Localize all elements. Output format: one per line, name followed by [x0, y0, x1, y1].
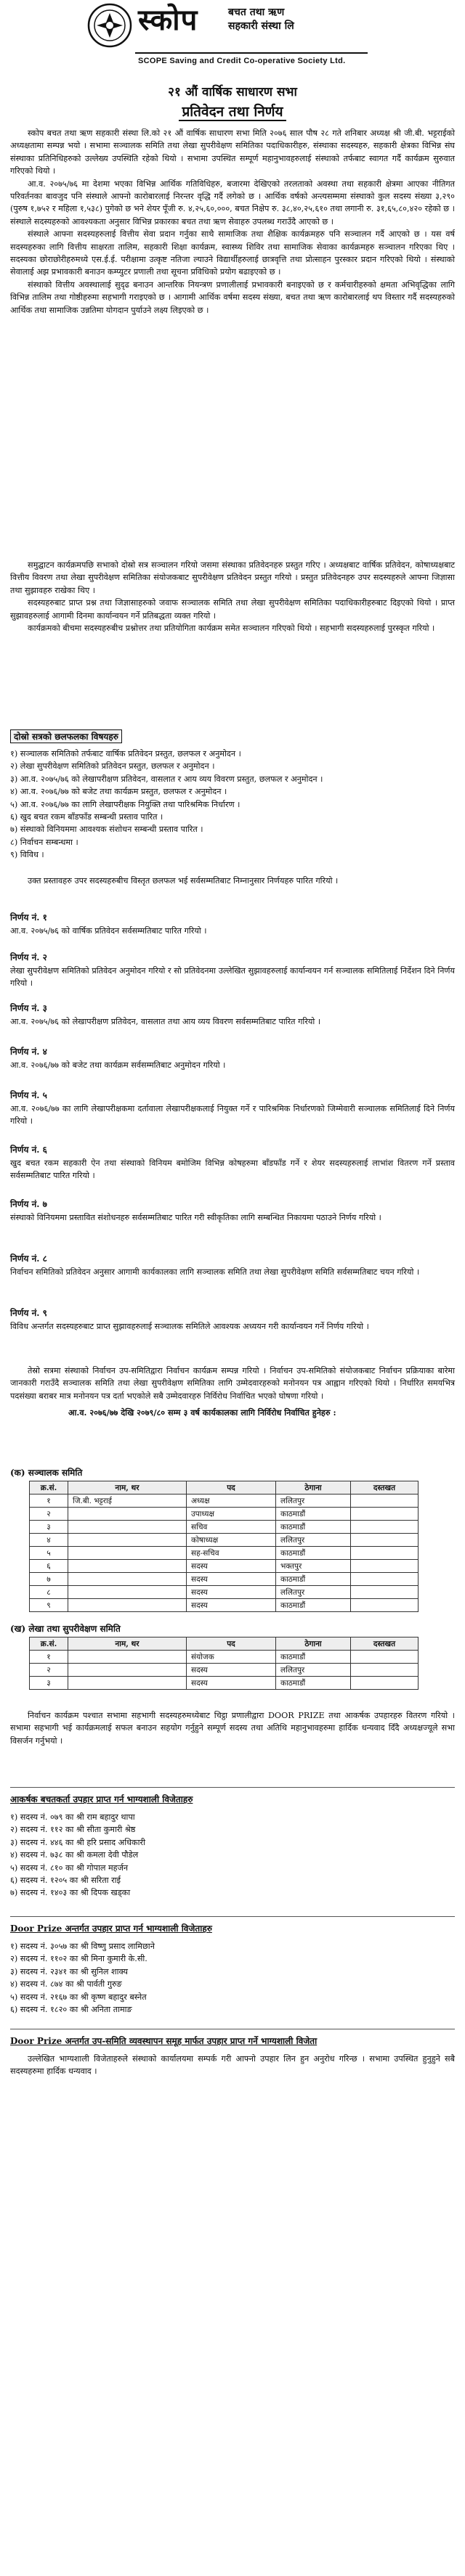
decisions-intro-text: उक्त प्रस्तावहरु उपर सदस्यहरुबीच विस्तृत छलफल भई सर्वसम्मतिबाट निम्नानुसार निर्णयहरु पारित गरियो । [28, 876, 339, 886]
winner-item: ३) सदस्य नं. ४४६ का श्री हरि प्रसाद अधिकारी [10, 1837, 145, 1847]
signature-cell [351, 1651, 418, 1664]
column-header: नाम, थर [68, 1637, 187, 1651]
table-header-row [30, 1637, 418, 1651]
signature-cell [351, 1508, 418, 1521]
decision-label: निर्णय नं. ९ [10, 1308, 47, 1318]
table-cell [68, 1599, 187, 1612]
signature-cell [351, 1586, 418, 1599]
english-name: SCOPE Saving and Credit Co-operative Society Ltd. [138, 57, 346, 65]
decision-text: खुद बचत रकम सहकारी ऐन तथा संस्थाको विनियम बमोजिम विभिन्न कोषहरुमा बाँडफाँड गर्ने र शेयर सदस्यहरुलाई लाभांश वितरण गर्ने प्रस्ताव सर्वसम्मतिबाट पारित गरियो । [10, 1158, 455, 1181]
document-subtitle-text: प्रतिवेदन तथा निर्णय [179, 104, 286, 121]
table-cell: संयोजक [187, 1651, 276, 1664]
agenda-list [10, 748, 455, 862]
signature-cell [351, 1573, 418, 1586]
column-header: पद [187, 1481, 276, 1495]
agenda-item: २) लेखा सुपरीवेक्षण समितिको प्रतिवेदन प्रस्तुत, छलफल र अनुमोदन । [10, 761, 215, 772]
decision-text: लेखा सुपरीवेक्षण समितिको प्रतिवेदन अनुमोदन गरियो र सो प्रतिवेदनमा उल्लेखित सुझावहरुलाई कार्यान्वयन गर्न सञ्चालक समितिलाई निर्देशन दिने निर्णय गरियो । [10, 966, 455, 989]
column-header: ठेगाना [276, 1481, 351, 1495]
decision-text: आ.व. २०७६/७७ को बजेट तथा कार्यक्रम सर्वसम्मतिबाट अनुमोदन गरियो । [10, 1060, 226, 1070]
document-title: २१ औं वार्षिक साधारण सभा [168, 85, 297, 99]
group-prize-text: उल्लेखित भाग्यशाली विजेताहरुले संस्थाको कार्यालयमा सम्पर्क गरी आफ्नो उपहार लिन हुन अनुरोध गरिन्छ । सभामा उपस्थित हुनुहुने सबै सदस्यहरुमा हार्दिक धन्यवाद । [10, 2054, 455, 2077]
table-cell: १ [30, 1651, 68, 1664]
table-cell: ७ [30, 1573, 68, 1586]
door-prize-heading: Door Prize अन्तर्गत उपहार प्राप्त गर्न भाग्यशाली विजेताहरु [10, 1923, 212, 1934]
signature-cell [351, 1664, 418, 1677]
signature-cell [351, 1599, 418, 1612]
session-paragraph: कार्यक्रमको बीचमा सदस्यहरुबीच प्रश्नोत्तर तथा प्रतियोगिता कार्यक्रम समेत सञ्चालन गरिएको थियो । सहभागी सदस्यहरुलाई पुरस्कृत गरियो । [28, 623, 435, 634]
table-row [30, 1651, 418, 1664]
table-cell: सदस्य [187, 1560, 276, 1573]
document-subtitle [0, 102, 465, 120]
table-row [30, 1677, 418, 1690]
table-cell: सह-सचिव [187, 1547, 276, 1560]
agenda-item: ६) खुद बचत रकम बाँडफाँड सम्बन्धी प्रस्ताव पारित । [10, 812, 163, 822]
agenda-item: ३) आ.व. २०७५/७६ को लेखापरीक्षण प्रतिवेदन, वासलात र आय व्यय विवरण प्रस्तुत, छलफल र अनुमोदन । [10, 774, 323, 784]
audit-committee-heading: (ख) लेखा तथा सुपरीवेक्षण समिति [10, 1624, 121, 1634]
table-cell: सदस्य [187, 1664, 276, 1677]
table-cell: २ [30, 1664, 68, 1677]
session-section [10, 559, 455, 634]
table-cell: ३ [30, 1521, 68, 1534]
table-cell [68, 1573, 187, 1586]
column-header: क्र.सं. [30, 1637, 68, 1651]
session-paragraph: समुद्घाटन कार्यक्रमपछि सभाको दोस्रो सत्र सञ्चालन गरियो जसमा संस्थाका प्रतिवेदनहरु प्रस्तुत गरिए । अध्यक्षबाट वार्षिक प्रतिवेदन, कोषाध्यक्षबाट वित्तीय विवरण तथा लेखा सुपरीवेक्षण समितिका संयोजकबाट सुपरीवेक्षण प्रतिवेदन प्रस्तुत गरियो । प्रस्तुत प्रतिवेदनहरु उपर सदस्यहरुले आफ्ना जिज्ञासा तथा सुझावहरु राखेका थिए । [10, 560, 455, 595]
decision-text: आ.व. २०७५/७६ को वार्षिक प्रतिवेदन सर्वसम्मतिबाट पारित गरियो । [10, 926, 207, 936]
table-cell: काठमाडौं [276, 1521, 351, 1534]
table-cell: सदस्य [187, 1573, 276, 1586]
table-cell: जि.बी. भट्टराई [68, 1495, 187, 1508]
section-divider [10, 1787, 455, 1788]
board-committee-table [29, 1481, 418, 1612]
signature-cell [351, 1521, 418, 1534]
winner-item: ३) सदस्य नं. २३४१ का श्री सुनिल शाक्य [10, 1966, 128, 1976]
table-cell: ललितपुर [276, 1586, 351, 1599]
table-header-row [30, 1481, 418, 1495]
column-header: क्र.सं. [30, 1481, 68, 1495]
signature-cell [351, 1495, 418, 1508]
winner-item: ५) सदस्य नं. २१६७ का श्री कृष्ण बहादुर बस्नेत [10, 1992, 147, 2002]
agenda-item: ४) आ.व. २०७६/७७ को बजेट तथा कार्यक्रम प्रस्तुत, छलफल र अनुमोदन । [10, 787, 227, 797]
prize-intro-text: निर्वाचन कार्यक्रम पश्चात सभामा सहभागी सदस्यहरुमध्येबाट चिट्ठा प्रणालीद्वारा DOOR PRIZE तथा आकर्षक उपहारहरु वितरण गरियो । सभामा सहभागी भई कार्यक्रमलाई सफल बनाउन सहयोग गर्नुहुने सम्पूर्ण सदस्य तथा अतिथि महानुभावहरुमा हार्दिक धन्यवाद दिँदै अध्यक्षज्यूले सभा विसर्जन गर्नुभयो । [10, 1711, 455, 1746]
cooperative-logo-icon [87, 3, 132, 48]
table-cell: उपाध्यक्ष [187, 1508, 276, 1521]
decision-label: निर्णय नं. २ [10, 952, 47, 962]
door-prize-list [10, 1940, 455, 2016]
intro-paragraph: आ.व. २०७५/७६ मा देशमा भएका विभिन्न आर्थिक गतिविधिहरु, बजारमा देखिएको तरलताको अवस्था तथा सहकारी क्षेत्रमा आएका नीतिगत परिवर्तनका बावजुद पनि संस्थाले आफ्नो कारोबारलाई निरन्तर वृद्धि गर्दै लगेको छ । आर्थिक वर्षको अन्त्यसम्ममा संस्थाको कुल सदस्य संख्या ३,२९० (पुरुष १,७५२ र महिला १,५३८) पुगेको छ भने शेयर पूँजी रु. ४,२५,६०,०००, बचत निक्षेप रु. ३८,४०,२५,६१० तथा लगानी रु. ३१,६५,८०,४२० रहेको छ । संस्थाले सदस्यहरुको आवश्यकता अनुसार विभिन्न प्रकारका बचत तथा ऋण सेवाहरु उपलब्ध गराउँदै आएको छ । [10, 179, 455, 226]
decision-label: निर्णय नं. १ [10, 912, 47, 923]
table-cell: १ [30, 1495, 68, 1508]
table-cell: ६ [30, 1560, 68, 1573]
column-header: ठेगाना [276, 1637, 351, 1651]
decision-label: निर्णय नं. ८ [10, 1254, 47, 1264]
table-row [30, 1560, 418, 1573]
intro-paragraph: स्कोप बचत तथा ऋण सहकारी संस्था लि.को २१ औं वार्षिक साधारण सभा मिति २०७६ साल पौष २८ गते शनिबार अध्यक्ष श्री जी.बी. भट्टराईको अध्यक्षतामा सम्पन्न भयो । सभामा सञ्चालक समिति तथा लेखा सुपरीवेक्षण समितिका पदाधिकारीहरु, संस्थाका सदस्यहरु, सहकारी क्षेत्रका विभिन्न संघ संस्थाका प्रतिनिधिहरुको उल्लेख्य उपस्थिति रहेको थियो । सभामा उपस्थित सम्पूर्ण महानुभावहरुलाई संस्थाको तर्फबाट स्वागत गर्दै कार्यक्रम सुरुवात गरिएको थियो । [10, 128, 455, 176]
group-prize-section [10, 2053, 455, 2078]
table-row [30, 1664, 418, 1677]
winner-item: ४) सदस्य नं. ८७४ का श्री पार्वती गुरुङ [10, 1979, 122, 1990]
session-paragraph: सदस्यहरुबाट प्राप्त प्रश्न तथा जिज्ञासाहरुको जवाफ सञ्चालक समिति तथा लेखा सुपरीवेक्षण समितिका पदाधिकारीहरुबाट दिइएको थियो । प्राप्त सुझावहरुलाई आगामी दिनमा कार्यान्वयन गर्ने प्रतिबद्धता व्यक्त गरियो । [10, 598, 455, 621]
brand-tagline-line-1: बचत तथा ऋण [228, 7, 285, 18]
table-cell: २ [30, 1508, 68, 1521]
table-cell: काठमाडौं [276, 1599, 351, 1612]
winner-item: ४) सदस्य नं. ७३८ का श्री कमला देवी पौडेल [10, 1850, 139, 1860]
table-cell [68, 1521, 187, 1534]
section-divider [10, 1916, 455, 1917]
table-cell [68, 1534, 187, 1547]
table-row [30, 1586, 418, 1599]
table-cell: ८ [30, 1586, 68, 1599]
table-cell: काठमाडौं [276, 1547, 351, 1560]
agenda-item: ८) निर्वाचन सम्बन्धमा । [10, 837, 78, 847]
decisions-intro [10, 875, 455, 887]
saving-prize-heading: आकर्षक बचतकर्ता उपहार प्राप्त गर्न भाग्यशाली विजेताहरु [10, 1794, 193, 1804]
table-cell: अध्यक्ष [187, 1495, 276, 1508]
table-cell: काठमाडौं [276, 1651, 351, 1664]
table-row [30, 1495, 418, 1508]
winner-item: ७) सदस्य नं. १४०३ का श्री दिपक खड्का [10, 1888, 131, 1898]
table-cell: सदस्य [187, 1599, 276, 1612]
agenda-item: १) सञ्चालक समितिको तर्फबाट वार्षिक प्रतिवेदन प्रस्तुत, छलफल र अनुमोदन । [10, 749, 241, 759]
winner-item: १) सदस्य नं. ०७९ का श्री राम बहादुर थापा [10, 1812, 135, 1822]
table-row [30, 1521, 418, 1534]
decision-label: निर्णय नं. ५ [10, 1090, 47, 1100]
agenda-heading: दोस्रो सत्रको छलफलका विषयहरु [10, 729, 122, 743]
brand-tagline [228, 6, 294, 33]
table-cell: ९ [30, 1599, 68, 1612]
header-rule [135, 52, 368, 54]
intro-section [10, 127, 455, 316]
table-cell [68, 1677, 187, 1690]
table-cell: भक्तपुर [276, 1560, 351, 1573]
decision-label: निर्णय नं. ४ [10, 1047, 47, 1057]
table-cell: सचिव [187, 1521, 276, 1534]
winner-item: ६) सदस्य नं. १८२० का श्री अनिता तामाङ [10, 2005, 132, 2015]
signature-cell [351, 1534, 418, 1547]
signature-cell [351, 1547, 418, 1560]
winner-item: ५) सदस्य नं. ८१० का श्री गोपाल महर्जन [10, 1863, 129, 1873]
election-section [10, 1365, 455, 1420]
winner-item: ६) सदस्य नं. १२०५ का श्री सरिता राई [10, 1876, 121, 1886]
decision-label: निर्णय नं. ६ [10, 1145, 47, 1155]
table-cell: ५ [30, 1547, 68, 1560]
table-cell: काठमाडौं [276, 1573, 351, 1586]
table-row [30, 1599, 418, 1612]
table-row [30, 1547, 418, 1560]
agenda-item: ७) संस्थाको विनियममा आवश्यक संशोधन सम्बन्धी प्रस्ताव पारित । [10, 825, 203, 835]
table-row [30, 1573, 418, 1586]
table-cell: ललितपुर [276, 1534, 351, 1547]
table-cell [68, 1586, 187, 1599]
column-header: नाम, थर [68, 1481, 187, 1495]
prize-intro [10, 1709, 455, 1747]
table-cell: कोषाध्यक्ष [187, 1534, 276, 1547]
decision-text: आ.व. २०७५/७६ को लेखापरीक्षण प्रतिवेदन, वासलात तथा आय व्यय विवरण सर्वसम्मतिबाट पारित गरियो । [10, 1017, 321, 1026]
table-cell: सदस्य [187, 1586, 276, 1599]
winner-item: २) सदस्य नं. ११०२ का श्री मिना कुमारी के.सी. [10, 1954, 147, 1964]
signature-cell [351, 1677, 418, 1690]
intro-paragraph: संस्थाले आफ्ना सदस्यहरुलाई वित्तीय सेवा प्रदान गर्नुका साथै सामाजिक तथा शैक्षिक कार्यक्रमहरु पनि सञ्चालन गर्दै आएको छ । यस वर्ष सदस्यहरुका लागि वित्तीय साक्षरता तालिम, सहकारी शिक्षा कार्यक्रम, स्वास्थ्य शिविर तथा सामाजिक सेवाका कार्यक्रमहरु सञ्चालन गरिएका थिए । सदस्यका छोराछोरीहरुमध्ये एस.ई.ई. परीक्षामा उत्कृष्ट नतिजा ल्याउने विद्यार्थीहरुलाई छात्रवृत्ति तथा प्रोत्साहन पुरस्कार प्रदान गरिएको थियो । संस्थाको सेवालाई अझ प्रभावकारी बनाउन कम्प्युटर प्रणाली तथा सूचना प्रविधिको प्रयोग बढाइएको छ । [10, 229, 455, 277]
table-cell: काठमाडौं [276, 1508, 351, 1521]
table-row [30, 1508, 418, 1521]
decision-text: विविध अन्तर्गत सदस्यहरुबाट प्राप्त सुझावहरुलाई सञ्चालक समितिले आवश्यक अध्ययन गरी कार्यान्वयन गर्ने निर्णय गरियो । [10, 1322, 369, 1331]
table-cell: ललितपुर [276, 1664, 351, 1677]
table-cell [68, 1651, 187, 1664]
audit-committee-table [29, 1637, 418, 1690]
signature-cell [351, 1560, 418, 1573]
decision-label: निर्णय नं. ३ [10, 1003, 47, 1013]
agenda-item: ९) विविध । [10, 850, 44, 860]
agenda-item: ५) आ.व. २०७६/७७ का लागि लेखापरीक्षक नियुक्ति तथा पारिश्रमिक निर्धारण । [10, 799, 240, 809]
winner-item: १) सदस्य नं. ३०५७ का श्री विष्णु प्रसाद लामिछाने [10, 1942, 155, 1951]
brand-name: स्कोप [138, 3, 198, 37]
table-cell: ललितपुर [276, 1495, 351, 1508]
column-header: दस्तखत [351, 1481, 418, 1495]
saving-prize-list [10, 1811, 455, 1900]
table-row [30, 1534, 418, 1547]
brand-tagline-line-2: सहकारी संस्था लि [228, 20, 294, 32]
election-paragraph: आ.व. २०७६/७७ देखि २०७९/८० सम्म ३ वर्ष कार्यकालका लागि निर्विरोध निर्वाचित हुनेहरु : [68, 1407, 336, 1418]
letterhead [87, 3, 378, 78]
winner-item: २) सदस्य नं. ११२ का श्री सीता कुमारी श्रेष्ठ [10, 1825, 136, 1835]
board-committee-heading: (क) सञ्चालक समिति [10, 1468, 83, 1478]
group-prize-heading: Door Prize अन्तर्गत उप-समिति व्यवस्थापन समूह मार्फत उपहार प्राप्त गर्ने भाग्यशाली विजेता [10, 2036, 318, 2046]
decision-text: आ.व. २०७६/७७ का लागि लेखापरीक्षकमा दर्तावाला लेखापरीक्षकलाई नियुक्त गर्ने र पारिश्रमिक निर्धारणको जिम्मेवारी सञ्चालक समितिलाई दिने निर्णय गरियो । [10, 1104, 455, 1127]
decision-label: निर्णय नं. ७ [10, 1199, 47, 1209]
table-cell [68, 1508, 187, 1521]
table-cell [68, 1664, 187, 1677]
table-cell: ४ [30, 1534, 68, 1547]
table-cell [68, 1547, 187, 1560]
table-cell: सदस्य [187, 1677, 276, 1690]
table-cell [68, 1560, 187, 1573]
decision-text: निर्वाचन समितिको प्रतिवेदन अनुसार आगामी कार्यकालका लागि सञ्चालक समिति तथा लेखा सुपरीवेक्षण समिति सर्वसम्मतिबाट चयन गरियो । [10, 1267, 420, 1277]
intro-paragraph: संस्थाको वित्तीय अवस्थालाई सुदृढ बनाउन आन्तरिक नियन्त्रण प्रणालीलाई प्रभावकारी बनाइएको छ र कर्मचारीहरुको क्षमता अभिवृद्धिका लागि विभिन्न तालिम तथा गोष्ठीहरुमा सहभागी गराइएको छ । आगामी आर्थिक वर्षमा सदस्य संख्या, बचत तथा ऋण कारोबारलाई थप विस्तार गर्दै सदस्यहरुको आर्थिक तथा सामाजिक उन्नतिमा योगदान पुर्याउने लक्ष्य लिइएको छ । [10, 279, 455, 315]
table-cell: ३ [30, 1677, 68, 1690]
column-header: दस्तखत [351, 1637, 418, 1651]
table-cell: काठमाडौं [276, 1677, 351, 1690]
election-paragraph: तेस्रो सत्रमा संस्थाको निर्वाचन उप-समितिद्वारा निर्वाचन कार्यक्रम सम्पन्न गरियो । निर्वाचन उप-समितिको संयोजकबाट निर्वाचन प्रक्रियाका बारेमा जानकारी गराउँदै सञ्चालक समिति तथा लेखा सुपरीवेक्षण समितिका लागि उम्मेदवारहरुको मनोनयन पत्र आह्वान गरिएको थियो । निर्धारित समयभित्र पदसंख्या बराबर मात्र मनोनयन पत्र दर्ता भएकोले सबै उम्मेदवारहरु निर्विरोध निर्वाचित भएको घोषणा गरियो । [10, 1366, 455, 1401]
column-header: पद [187, 1637, 276, 1651]
decision-text: संस्थाको विनियममा प्रस्तावित संशोधनहरु सर्वसम्मतिबाट पारित गरी स्वीकृतिका लागि सम्बन्धित निकायमा पठाउने निर्णय गरियो । [10, 1213, 381, 1222]
